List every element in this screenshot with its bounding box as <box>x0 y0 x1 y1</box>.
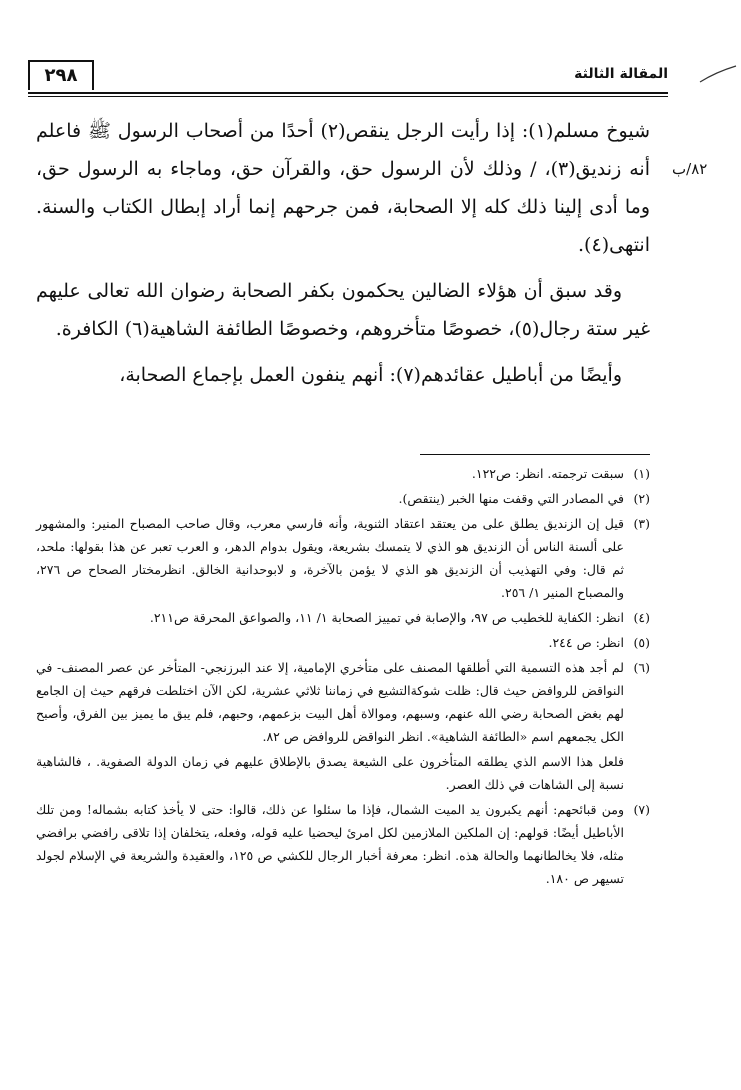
header-rule <box>28 92 668 94</box>
footnote-5 <box>36 631 650 654</box>
main-text <box>36 112 650 402</box>
footnote-number: (٦) <box>633 660 650 675</box>
footnote-number: (٥) <box>633 635 650 650</box>
footnote-number: (٣) <box>633 516 650 531</box>
footnote-6-continuation <box>36 750 650 796</box>
footnote-4 <box>36 606 650 629</box>
footnote-6 <box>36 656 650 748</box>
footnote-text: في المصادر التي وقفت منها الخبر (ينتقص). <box>398 491 624 506</box>
footnote-text: فلعل هذا الاسم الذي يطلقه المتأخرون على الشيعة يصدق بالإطلاق عليهم في زمان الدولة الصفوية. ، فالشاهية نسبة إلى الشاهات في ذلك العصر. <box>36 754 624 792</box>
page-number: ٢٩٨ <box>28 60 94 90</box>
header-rule-thin <box>28 96 668 97</box>
main-paragraph-2: وقد سبق أن هؤلاء الضالين يحكمون بكفر الصحابة رضوان الله تعالى عليهم غير ستة رجال(٥)، خصوصًا متأخروهم، وخصوصًا الطائفة الشاهية(٦) الكافرة. <box>36 280 650 340</box>
manuscript-folio-note: ٨٢/ب <box>672 160 708 178</box>
footnote-number: (٢) <box>633 491 650 506</box>
footnote-number: (٧) <box>633 802 650 817</box>
header-title: المقالة الثالثة <box>574 66 668 82</box>
footnote-number: (٤) <box>633 610 650 625</box>
footnote-1 <box>36 462 650 485</box>
footnote-2 <box>36 487 650 510</box>
footnotes <box>36 462 650 892</box>
footnote-text: ومن قبائحهم: أنهم يكبرون يد الميت الشمال، فإذا ما سئلوا عن ذلك، قالوا: حتى لا يأخذ كتابه بشماله! ومن تلك الأباطيل أيضًا: قولهم: إن الملكين الملازمين لكل امرئ ليحضيا عليه قوله، وفعله، يتخلفان إذا تلاقى رافضي برافضي مثله، فلا يخالطانهما والحالة هذه. انظر: معرفة أخبار الرجال للكشي ص ١٢٥، والعقيدة والشريعة في الإسلام لجولد تسيهر ص ١٨٠. <box>36 802 624 886</box>
main-paragraph-1: شيوخ مسلم(١): إذا رأيت الرجل ينقص(٢) أحدًا من أصحاب الرسول ﷺ فاعلم أنه زنديق(٣)، / وذلك لأن الرسول حق، والقرآن حق، وماجاء به الرسول حق، وما أدى إلينا ذلك كله إلا الصحابة، فمن جرحهم إنما أراد إبطال الكتاب والسنة. انتهى(٤). <box>36 120 651 256</box>
footnote-text: لم أجد هذه التسمية التي أطلقها المصنف على متأخري الإمامية، إلا عند البرزنجي- المتأخر عن عصر المصنف- في النواقض للروافض حيث قال: ظلت شوكةالتشيع في زماننا ثلاثي عشرية، لكن الآن اختلطت فرقهم حيث إن الجامع لهم بغض الصحابة رضي الله عنهم، وسبهم، وموالاة أهل البيت بزعمهم، وحبهم، فلم يبق ما يميز بين الفرق، وأصبح الكل يجمعهم اسم «الطائفة الشاهية». انظر النواقض للروافض ص ٨٢. <box>36 660 624 744</box>
footnote-text: انظر: الكفاية للخطيب ص ٩٧، والإصابة في تمييز الصحابة ١/ ١١، والصواعق المحرقة ص٢١١. <box>149 610 624 625</box>
page-header <box>28 56 668 100</box>
main-paragraph-3: وأيضًا من أباطيل عقائدهم(٧): أنهم ينفون العمل بإجماع الصحابة، <box>119 364 622 386</box>
footnote-7 <box>36 798 650 890</box>
footnote-text: قيل إن الزنديق يطلق على من يعتقد اعتقاد الثنوية، وأنه فارسي معرب، وقال صاحب المصباح المنير: والمشهور على ألسنة الناس أن الزنديق هو الذي لا يتمسك بشريعة، ويقول بدوام الدهر، و العرب تعبر عن هذا بقولها: ملحد، ثم قال: وفي التهذيب أن الزنديق هو الذي لا يؤمن بالآخرة، و لابوحدانية الخالق. انظرمختار الصحاح ص ٢٧٦، والمصباح المنير ١/ ٢٥٦. <box>36 516 624 600</box>
footnote-text: سبقت ترجمته. انظر: ص١٢٢. <box>471 466 624 481</box>
footnote-separator <box>420 454 650 455</box>
footnote-3 <box>36 512 650 604</box>
footnote-text: انظر: ص ٢٤٤. <box>548 635 624 650</box>
pen-stroke-mark <box>698 62 738 86</box>
footnote-number: (١) <box>633 466 650 481</box>
